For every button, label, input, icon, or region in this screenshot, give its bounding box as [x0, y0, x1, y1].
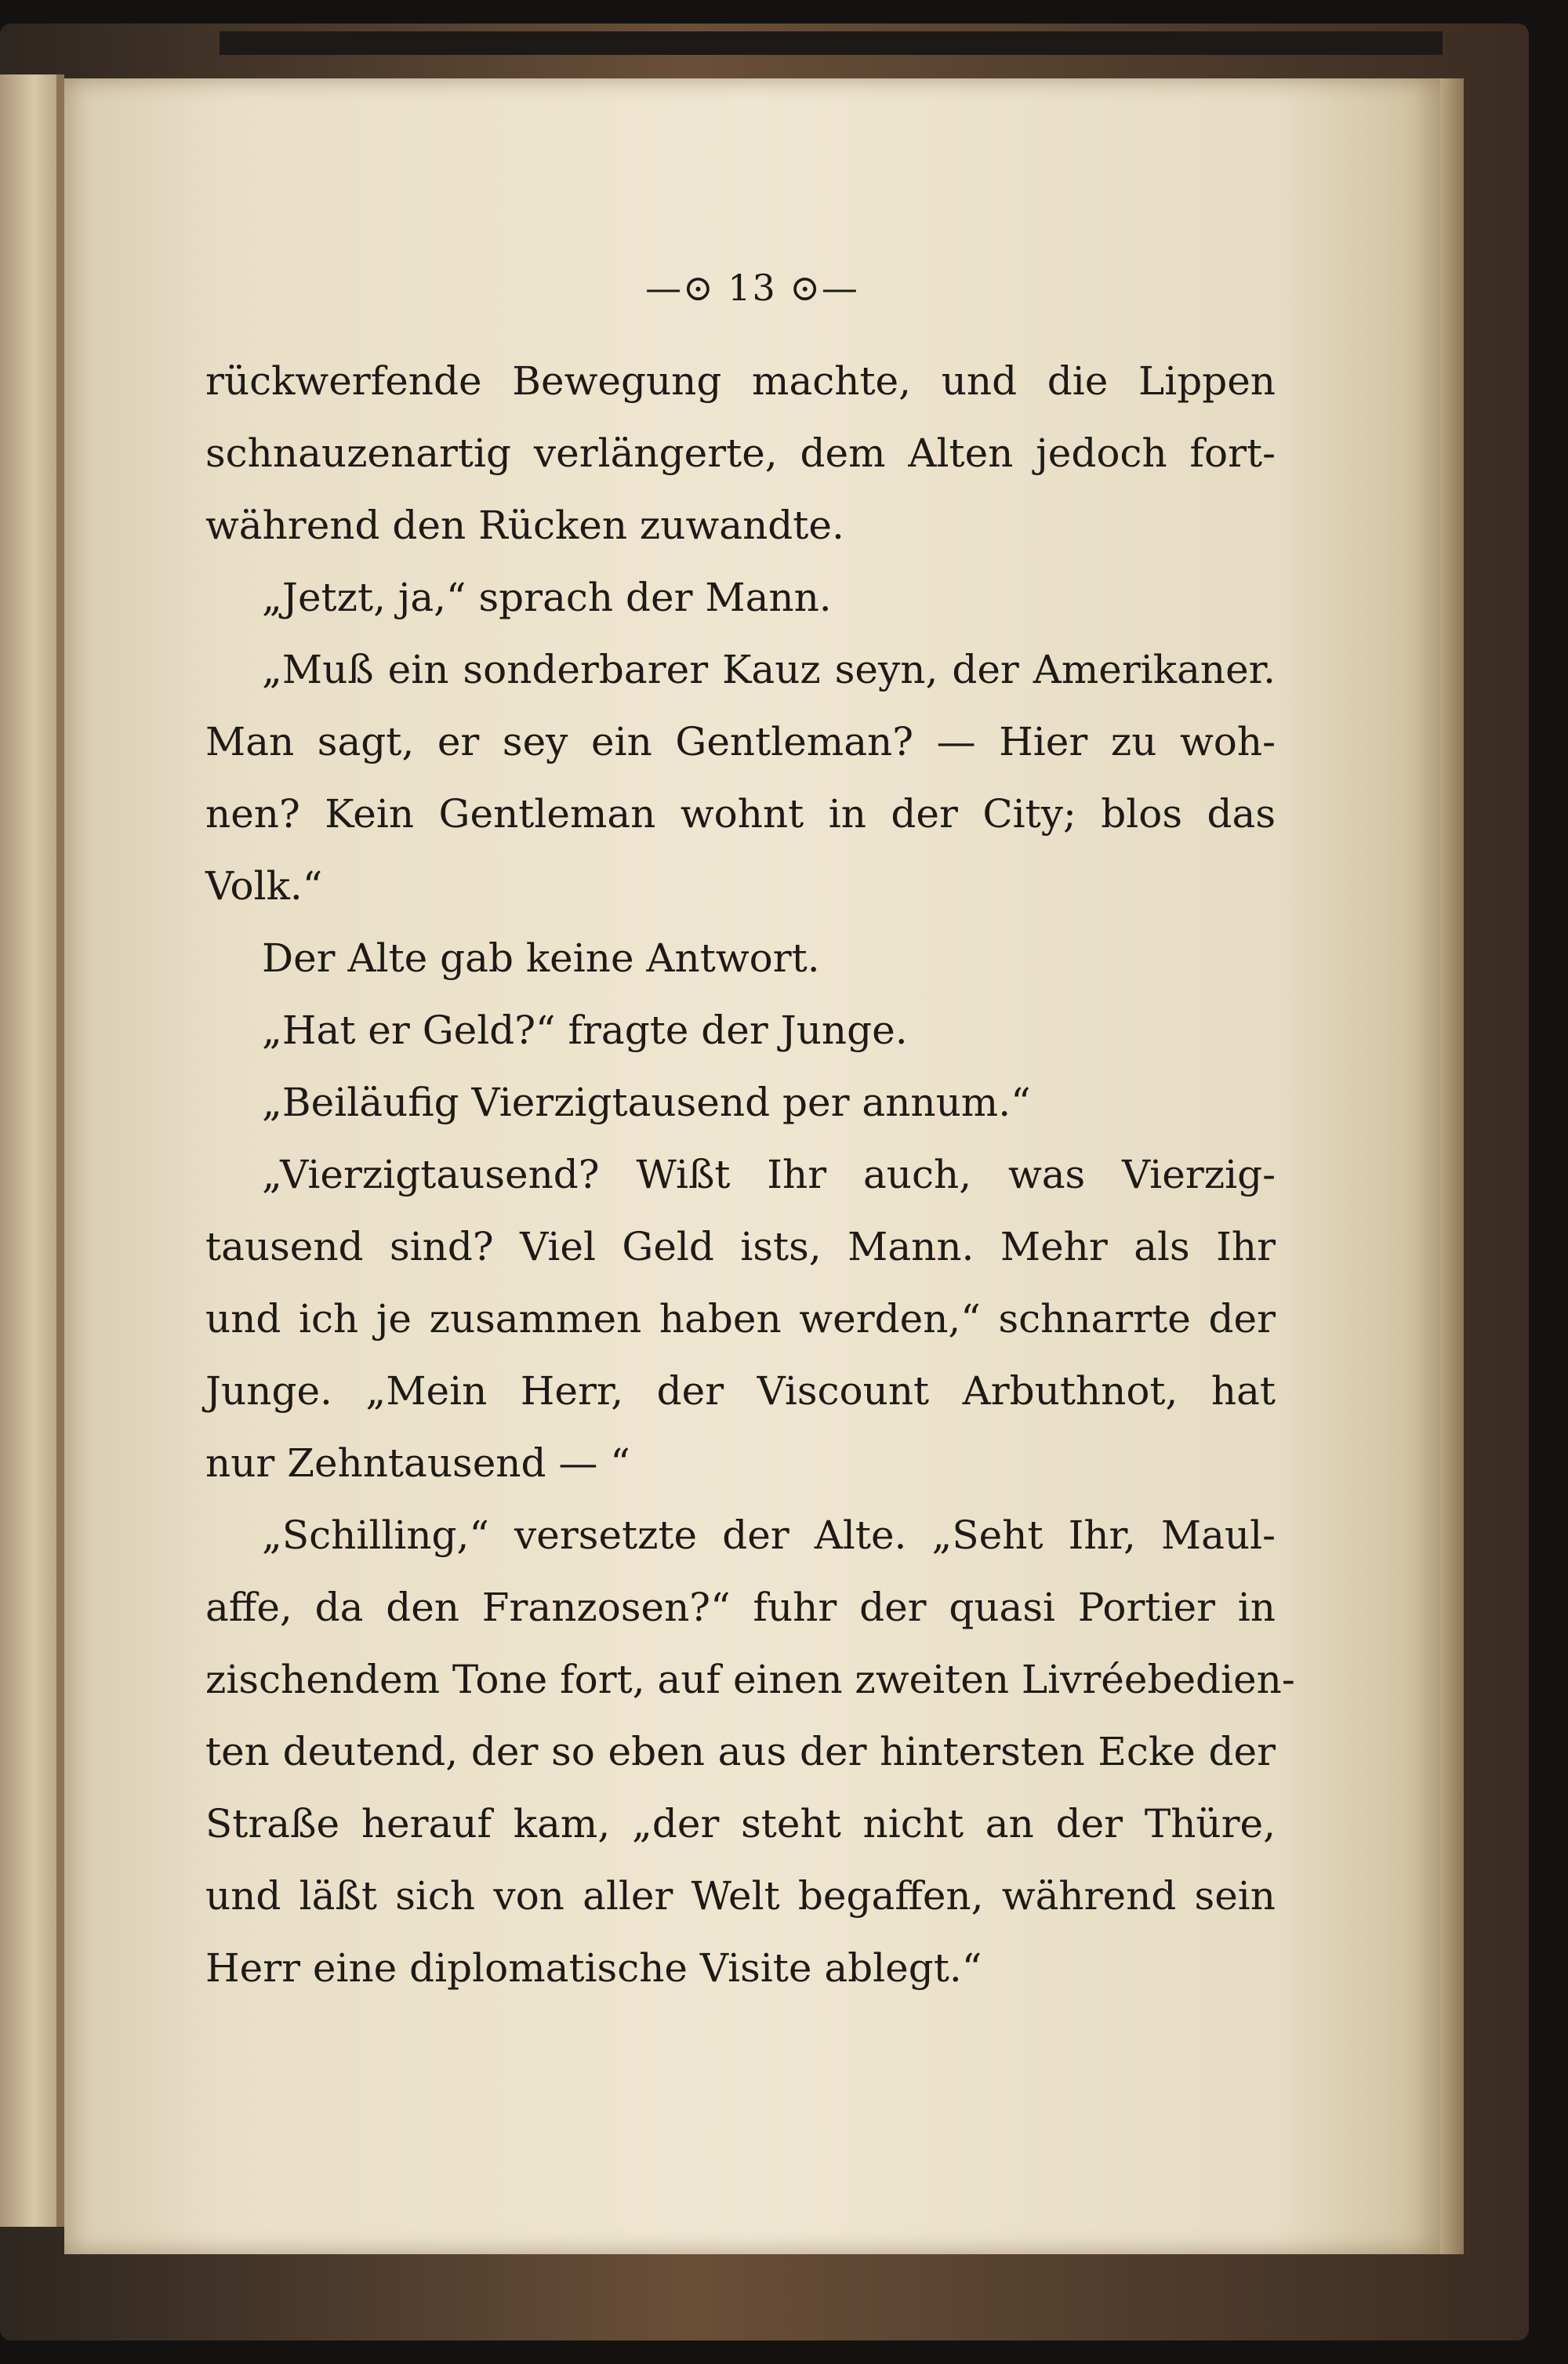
- text-line: „Hat er Geld?“ fragte der Junge.: [262, 1008, 908, 1053]
- text-line: „Muß ein sonderbarer Kauz seyn, der Amerikaner.: [262, 647, 1276, 692]
- text-line: während den Rücken zuwandte.: [205, 503, 844, 548]
- text-line: tausend sind? Viel Geld ists, Mann. Mehr als Ihr: [205, 1224, 1276, 1269]
- left-page-edge: [0, 74, 56, 2227]
- page-fore-edge: [1440, 78, 1464, 2254]
- text-line: schnauzenartig verlängerte, dem Alten jedoch fort-: [205, 430, 1276, 476]
- book-page: [64, 78, 1440, 2254]
- text-line: nen? Kein Gentleman wohnt in der City; blos das: [205, 791, 1276, 837]
- text-line: und ich je zusammen haben werden,“ schnarrte der: [205, 1296, 1276, 1342]
- text-line: „Schilling,“ versetzte der Alte. „Seht Ihr, Maul-: [262, 1512, 1276, 1558]
- text-line: Straße herauf kam, „der steht nicht an der Thüre,: [205, 1801, 1276, 1847]
- text-line: Volk.“: [205, 863, 323, 909]
- book-gutter: [56, 74, 64, 2227]
- text-line: und läßt sich von aller Welt begaffen, während sein: [205, 1873, 1276, 1919]
- text-line: Der Alte gab keine Antwort.: [262, 935, 820, 981]
- text-line: Man sagt, er sey ein Gentleman? — Hier zu woh-: [205, 719, 1276, 764]
- page-number-header: —⊙ 13 ⊙—: [645, 267, 859, 309]
- text-line: Herr eine diplomatische Visite ablegt.“: [205, 1945, 982, 1991]
- text-line: affe, da den Franzosen?“ fuhr der quasi Portier in: [205, 1585, 1276, 1630]
- text-line: „Beiläufig Vierzigtausend per annum.“: [262, 1080, 1031, 1125]
- text-line: „Jetzt, ja,“ sprach der Mann.: [262, 575, 832, 620]
- book-spine-top: [220, 31, 1443, 55]
- text-line: „Vierzigtausend? Wißt Ihr auch, was Vierzig-: [262, 1152, 1276, 1197]
- text-line: rückwerfende Bewegung machte, und die Lippen: [205, 358, 1276, 404]
- text-line: nur Zehntausend — “: [205, 1440, 630, 1486]
- text-line: ten deutend, der so eben aus der hintersten Ecke der: [205, 1729, 1276, 1774]
- text-line: zischendem Tone fort, auf einen zweiten Livréebedien-: [205, 1657, 1295, 1702]
- text-line: Junge. „Mein Herr, der Viscount Arbuthnot, hat: [205, 1368, 1276, 1414]
- page-body-text: [205, 345, 1295, 2004]
